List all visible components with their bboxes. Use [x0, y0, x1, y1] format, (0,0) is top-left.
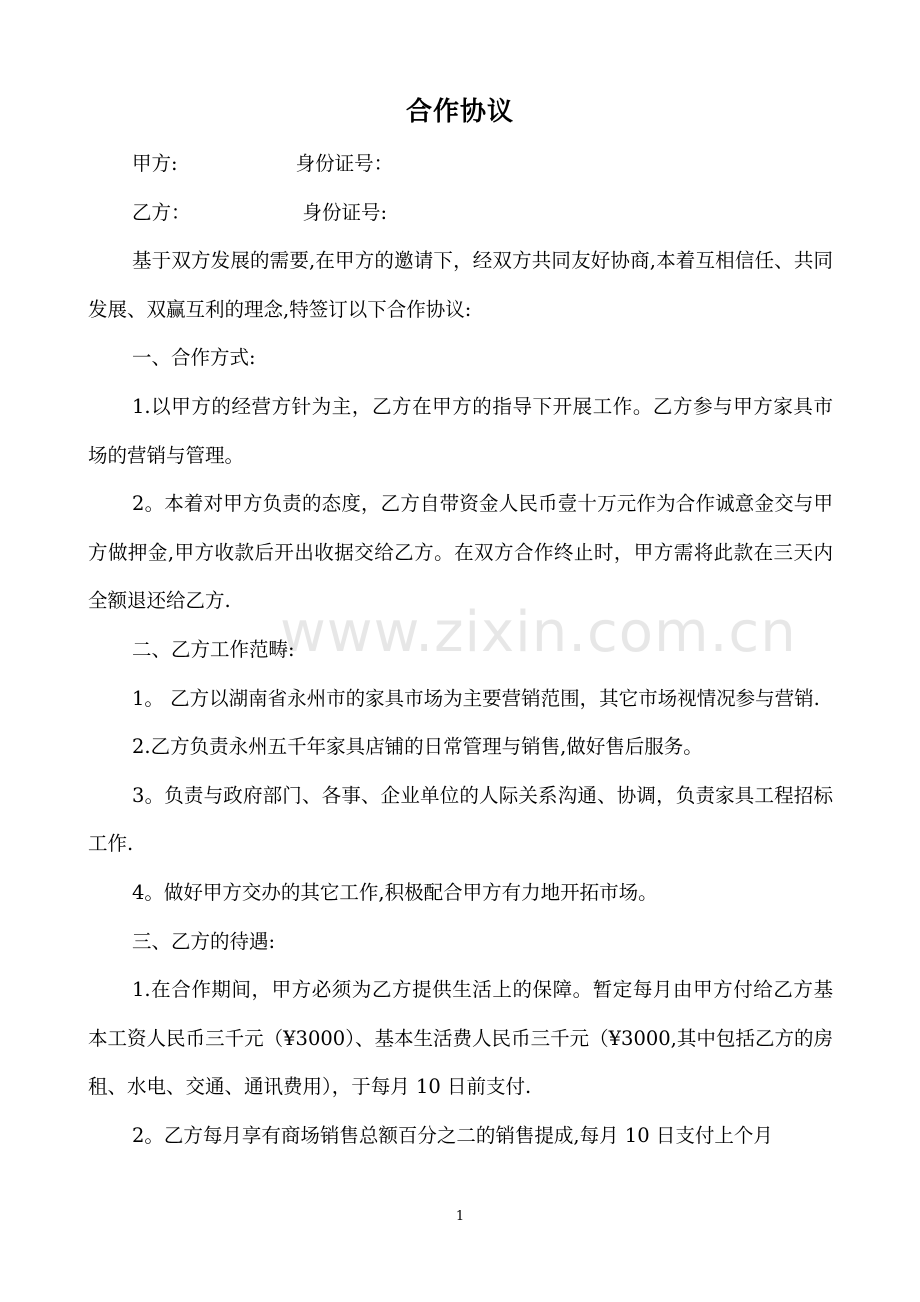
- section-3-item-2: 2。乙方每月享有商场销售总额百分之二的销售提成,每月 10 日支付上个月: [132, 1123, 773, 1147]
- watermark: www.zixin.com.cn: [280, 600, 797, 665]
- section-2-item-4: 4。做好甲方交办的其它工作,积极配合甲方有力地开拓市场。: [132, 880, 658, 904]
- party-a-id-label: 身份证号：: [295, 152, 394, 175]
- section-2-item-1: 1。 乙方以湖南省永州市的家具市场为主要营销范围，其它市场视情况参与营销.: [132, 686, 820, 710]
- party-a-line: [88, 140, 833, 189]
- section-1-item-2: 2。本着对甲方负责的态度，乙方自带资金人民币壹十万元作为合作诚意金交与甲方做押金,甲方收款后开出收据交给乙方。在双方合作终止时，甲方需将此款在三天内全额退还给乙方.: [88, 492, 833, 613]
- section-1-heading: 一、合作方式:: [132, 346, 256, 370]
- party-a-label: 甲方:: [132, 152, 178, 175]
- party-b-line: [88, 189, 833, 238]
- party-b-id-label: 身份证号:: [302, 200, 388, 224]
- party-b-label: 乙方：: [132, 200, 191, 224]
- section-3-item-1: 1.在合作期间，甲方必须为乙方提供生活上的保障。暂定每月由甲方付给乙方基本工资人民币三千元（¥3000）、基本生活费人民币三千元（¥3000,其中包括乙方的房租、水电、交通、通讯费用），于每月 10 日前支付.: [88, 978, 833, 1099]
- section-1-item-1: 1.以甲方的经营方针为主，乙方在甲方的指导下开展工作。乙方参与甲方家具市场的营销与管理。: [88, 394, 833, 467]
- section-2-item-3: 3。负责与政府部门、各事、企业单位的人际关系沟通、协调，负责家具工程招标工作.: [88, 783, 833, 856]
- intro-paragraph: 基于双方发展的需要,在甲方的邀请下，经双方共同友好协商,本着互相信任、共同发展、双赢互利的理念,特签订以下合作协议:: [88, 249, 833, 321]
- page-number: 1: [455, 1209, 465, 1224]
- section-2-heading: 二、乙方工作范畴:: [132, 637, 295, 661]
- document-title: 合作协议: [405, 97, 514, 127]
- section-2-item-2: 2.乙方负责永州五千年家具店铺的日常管理与销售,做好售后服务。: [132, 735, 703, 759]
- section-3-heading: 三、乙方的待遇:: [132, 929, 276, 953]
